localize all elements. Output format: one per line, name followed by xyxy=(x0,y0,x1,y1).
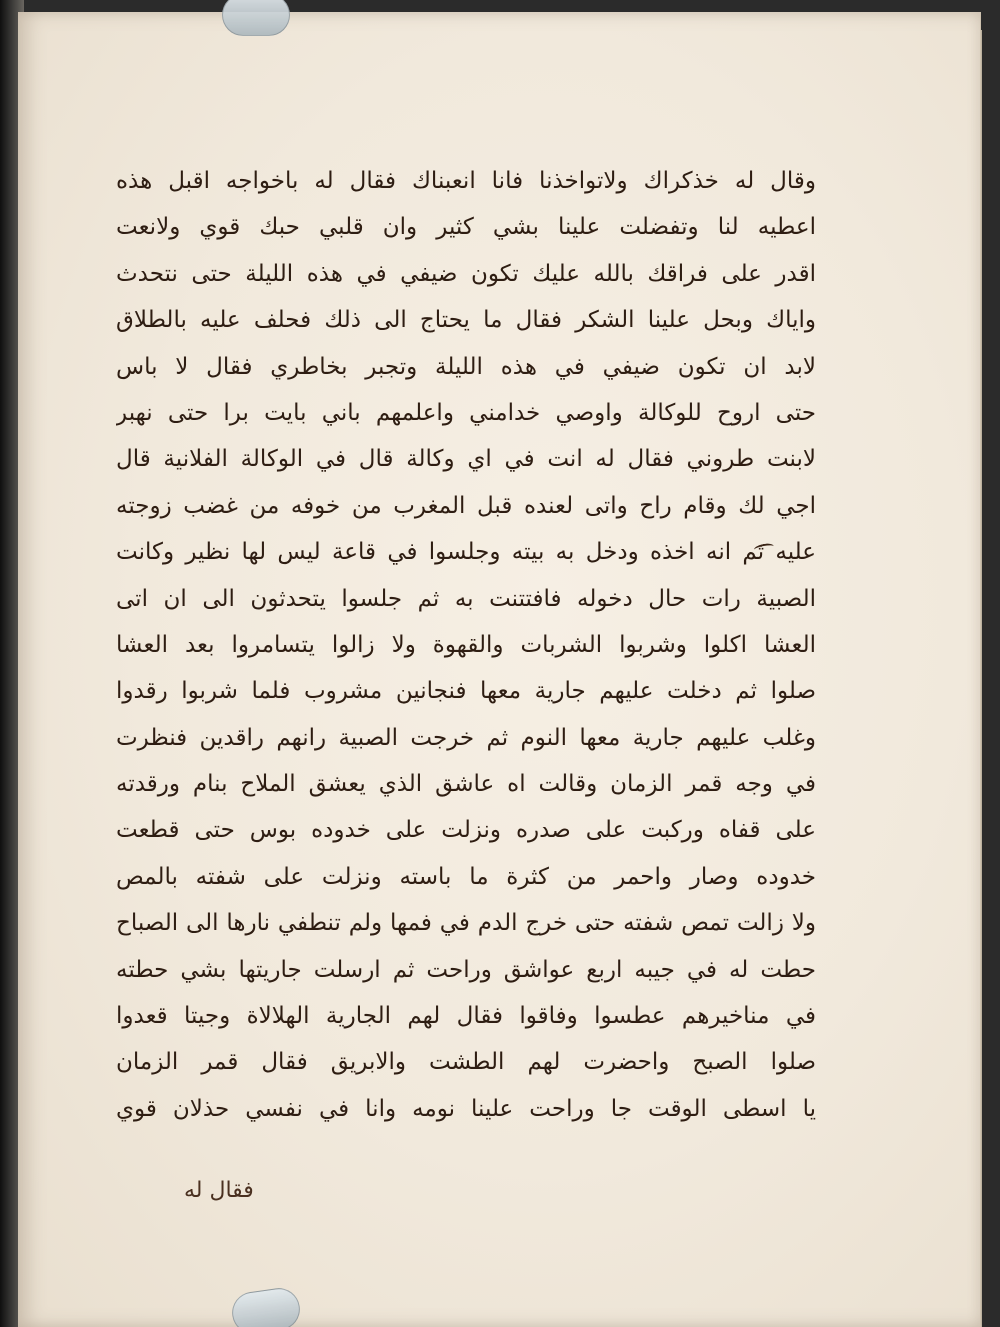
manuscript-text xyxy=(116,158,816,1132)
text-line: لابنت طروني فقال له انت في اي وكالة قال في الوكالة الفلانية قال xyxy=(116,446,816,473)
page-clip-icon xyxy=(222,0,290,36)
text-line: لابد ان تكون ضيفي في هذه الليلة وتجبر بخاطري فقال لا باس xyxy=(116,353,816,380)
text-line: اجي لك وقام راح واتى لعنده قبل المغرب من خوفه من غضب زوجته xyxy=(116,492,816,519)
text-line: في مناخيرهم عطسوا وفاقوا فقال لهم الجارية الهلالاة وجيتا قعدوا xyxy=(116,1003,816,1030)
text-line: يا اسطى الوقت جا وراحت علينا نومه وانا في نفسي حذلان قوي xyxy=(116,1095,816,1122)
text-line: صلوا الصبح واحضرت لهم الطشت والابريق فقال قمر الزمان xyxy=(116,1049,816,1076)
text-line: وقال له خذكراك ولاتواخذنا فانا انعبناك فقال له باخواجه اقبل هذه xyxy=(116,168,816,194)
text-line: اعطيه لنا وتفضلت علينا بشي كثير وان قلبي حبك قوي ولانعت xyxy=(116,214,816,241)
text-line: صلوا ثم دخلت عليهم جارية معها فنجانين مشروب فلما شربوا رقدوا xyxy=(116,678,816,705)
text-line: اقدر على فراقك بالله عليك تكون ضيفي في هذه الليلة حتى نتحدث xyxy=(116,260,816,287)
text-line: خدوده وصار واحمر من كثرة ما باسته ونزلت على شفته بالمص xyxy=(116,863,816,890)
text-line: عليه ثم انه اخذه ودخل به بيته وجلسوا في قاعة ليس لها نظير وكانت xyxy=(116,539,816,566)
text-line: واياك وبحل علينا الشكر فقال ما يحتاج الى ذلك فحلف عليه بالطلاق xyxy=(116,307,816,334)
text-line: في وجه قمر الزمان وقالت اه عاشق الذي يعشق الملاح بنام ورقدته xyxy=(116,771,816,798)
catchword: فقال له xyxy=(184,1178,254,1203)
text-line: العشا اكلوا وشربوا الشربات والقهوة ولا زالوا يتسامروا بعد العشا xyxy=(116,631,816,658)
text-line: حطت له في جيبه اربع عواشق وراحت ثم ارسلت جاريتها بشي حطته xyxy=(116,956,816,983)
text-line: الصبية رات حال دخوله فافتتنت به ثم جلسوا يتحدثون الى ان اتى xyxy=(116,585,816,612)
text-line: وغلب عليهم جارية معها النوم ثم خرجت الصبية رانهم راقدين فنظرت xyxy=(116,724,816,751)
text-line: على قفاه وركبت على صدره ونزلت على خدوده بوس حتى قطعت xyxy=(116,817,816,844)
text-line: ولا زالت تمص شفته حتى خرج الدم في فمها ولم تنطفي نارها الى الصباح xyxy=(116,910,816,937)
text-line: حتى اروح للوكالة واوصي خدامني واعلمهم باني بايت برا حتى نهبر xyxy=(116,399,816,426)
